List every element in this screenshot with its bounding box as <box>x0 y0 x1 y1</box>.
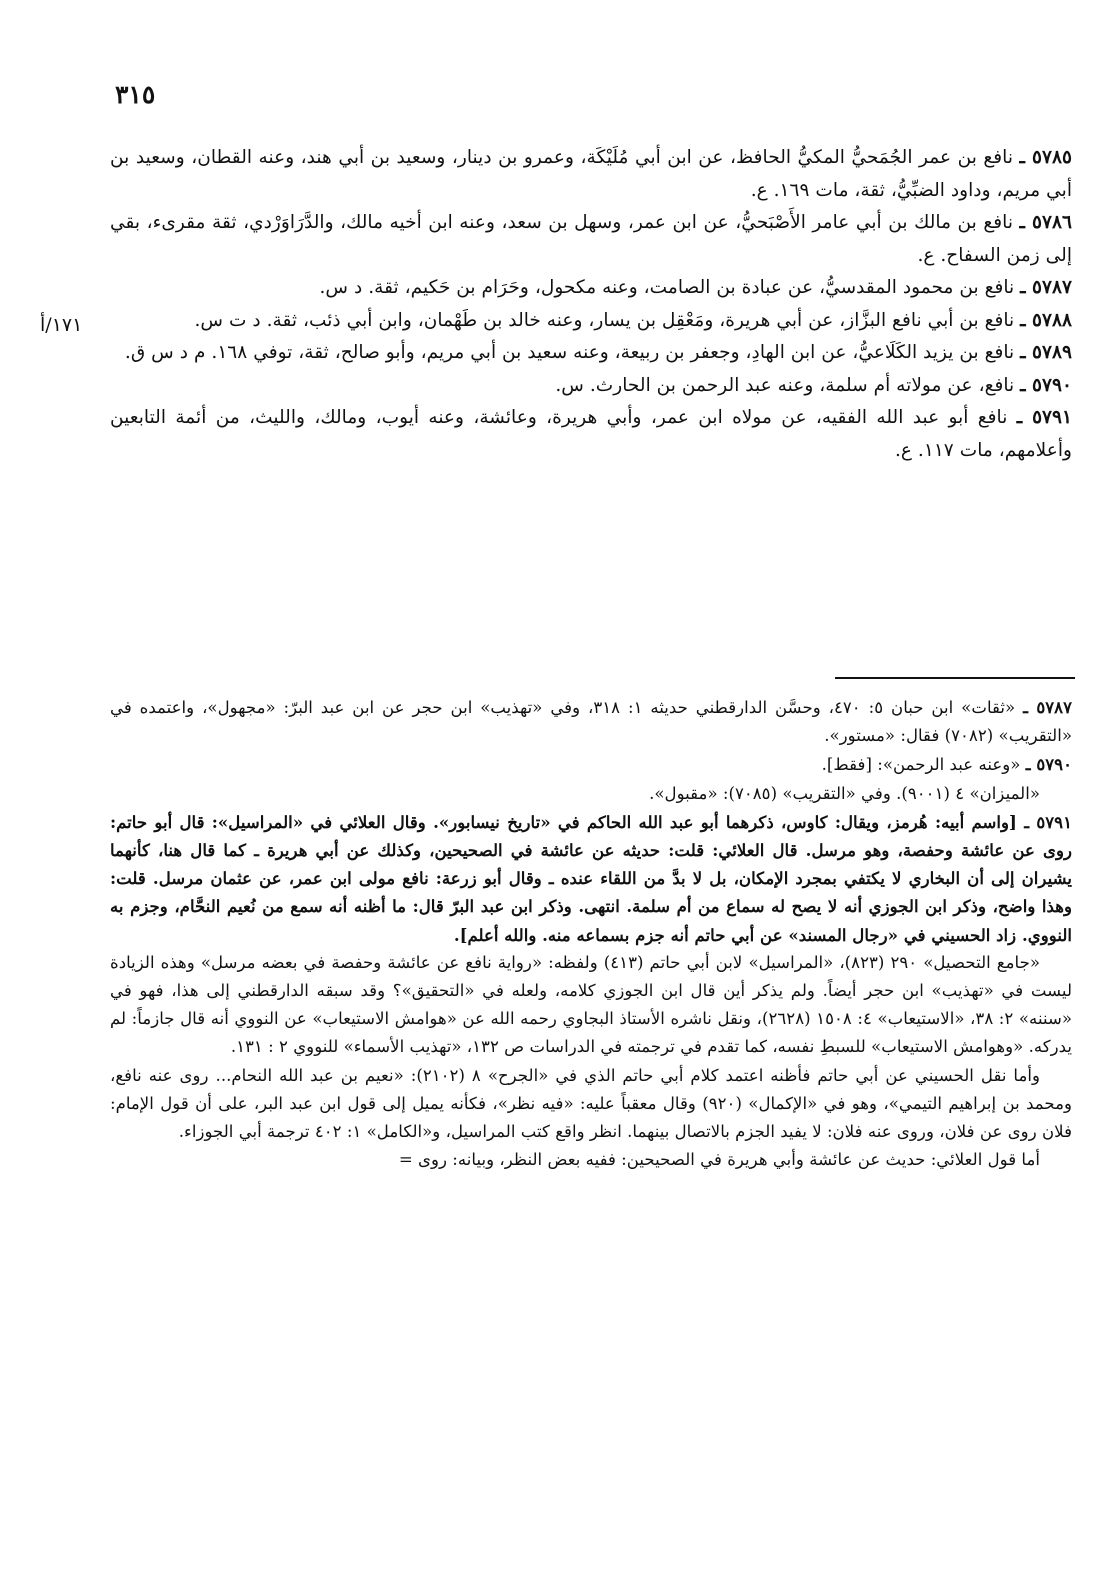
entry-text: نافع بن مالك بن أبي عامر الأَصْبَحيُّ، عن ابن عمر، وسهل بن سعد، وعنه ابن أخيه مالك، والدَّرَاوَرْدي، ثقة مقرىء، بقي إلى زمن السفاح. ع. <box>110 212 1072 266</box>
footnotes <box>110 693 1072 1174</box>
entry-text: نافع بن عمر الجُمَحيُّ المكيُّ الحافظ، عن ابن أبي مُلَيْكَة، وعمرو بن دينار، وسعيد بن أبي هند، وعنه القطان، وسعيد بن أبي مريم، وداود الضبِّيُّ، ثقة، مات ١٦٩. ع. <box>110 147 1072 201</box>
entry-text: نافع، عن مولاته أم سلمة، وعنه عبد الرحمن بن الحارث. س. <box>555 374 1015 396</box>
footnote-5790-continued <box>110 780 1072 808</box>
entry-number: ٥٧٨٧ ـ <box>1020 277 1072 298</box>
footnote-text: «الميزان» ٤ (٩٠٠١). وفي «التقريب» (٧٠٨٥): «مقبول». <box>649 783 1040 803</box>
entry-5787 <box>110 272 1072 305</box>
entry-number: ٥٧٨٥ ـ <box>1019 147 1072 168</box>
footnote-text: «جامع التحصيل» ٢٩٠ (٨٢٣)، «المراسيل» لابن أبي حاتم (٤١٣) ولفظه: «رواية نافع عن عائشة وحفصة في بعضه مرسل» وهذه الزيادة ليست في «تهذيب» ابن حجر أيضاً. ولم يذكر أين قال ابن الجوزي كلامه، ولعله في «التحقيق»؟ وقد سبقه الدارقطني إلى هذا، فهو في «سننه» ٢: ٣٨، «الاستيعاب» ٤: ١٥٠٨ (٢٦٢٨)، ونقل ناشره الأستاذ البجاوي رحمه الله عن «هوامش الاستيعاب» عن النووي أنه قال جازماً: لم يدركه. «وهوامش الاستيعاب» للسبطِ نفسه، كما تقدم في ترجمته في الدراسات ص ١٣٢، «تهذيب الأسماء» للنووي ٢ : ١٣١. <box>110 952 1073 1057</box>
entry-number: ٥٧٨٦ ـ <box>1019 212 1072 233</box>
footnote-5791-alai <box>110 1146 1072 1174</box>
entry-text: نافع أبو عبد الله الفقيه، عن مولاه ابن عمر، وأبي هريرة، وعائشة، وعنه أيوب، ومالك، والليث، من أئمة التابعين وأعلامهم، مات ١١٧. ع. <box>110 407 1072 461</box>
entry-5788 <box>110 305 1072 338</box>
footnote-5791-sources <box>110 949 1072 1062</box>
footnote-text: [واسم أبيه: هُرمز، ويقال: كاوس، ذكرهما أبو عبد الله الحاكم في «تاريخ نيسابور». وقال العلائي في «المراسيل»: قال أبو حاتم: روى عن عائشة وحفصة، وهو مرسل. قال العلائي: قلت: حديثه عن عائشة في الصحيحين، وكذلك عن أبي هريرة ـ كما قال هنا، كأنهما يشيران إلى أن البخاري لا يكتفي بمجرد الإمكان، بل لا بدَّ من اللقاء عنده ـ وقال أبو زرعة: نافع مولى ابن عمر، عن عثمان مرسل. قلت: وهذا واضح، وذكر ابن الجوزي أنه لا يصح له سماع من أم سلمة. انتهى. وذكر ابن عبد البرّ قال: ما أظنه أنه سمع من نُعيم النحَّام، وجزم به النووي. زاد الحسيني في «رجال المسند» عن أبي حاتم أنه جزم بسماعه منه. والله أعلم]. <box>110 811 1072 945</box>
footnote-text: «وعنه عبد الرحمن»: [فقط]. <box>821 755 1021 775</box>
entry-text: نافع بن يزيد الكَلَاعيُّ، عن ابن الهادِ، وجعفر بن ربيعة، وعنه سعيد بن أبي مريم، وأبو صالح، ثقة، توفي ١٦٨. م د س ق. <box>124 342 1015 363</box>
footnote-text: أما قول العلائي: حديث عن عائشة وأبي هريرة في الصحيحين: ففيه بعض النظر، وبيانه: روى = <box>398 1150 1040 1170</box>
footnote-number: ٥٧٩٠ ـ <box>1025 754 1072 775</box>
entry-5791 <box>110 402 1072 467</box>
entry-text: نافع بن محمود المقدسيُّ، عن عبادة بن الصامت، وعنه مكحول، وحَرَام بن حَكيم، ثقة. د س. <box>319 277 1015 298</box>
footnote-5791-husayni <box>110 1062 1072 1147</box>
entry-number: ٥٧٨٨ ـ <box>1020 309 1072 331</box>
entry-number: ٥٧٩١ ـ <box>1016 407 1073 428</box>
entry-5789 <box>110 337 1072 370</box>
entry-5786 <box>110 207 1072 272</box>
entries-list <box>110 142 1072 467</box>
entry-number: ٥٧٨٩ ـ <box>1020 342 1072 363</box>
entry-5790 <box>110 370 1072 403</box>
entry-text: نافع بن أبي نافع البزَّاز، عن أبي هريرة، ومَعْقِل بن يسار، وعنه خالد بن طَهْمان، وابن أبي ذئب، ثقة. د ت س. <box>194 309 1015 331</box>
footnote-number: ٥٧٩١ ـ <box>1024 811 1072 832</box>
entry-number: ٥٧٩٠ ـ <box>1020 374 1072 396</box>
footnote-number: ٥٧٨٧ ـ <box>1023 697 1072 717</box>
footnote-5790 <box>110 750 1072 779</box>
page-number: ٣١٥ <box>115 80 156 109</box>
footnote-text: وأما نقل الحسيني عن أبي حاتم فأظنه اعتمد كلام أبي حاتم الذي في «الجرح» ٨ (٢١٠٢): «نعيم بن عبد الله النحام... روى عنه نافع، ومحمد بن إبراهيم التيمي»، وهو في «الإكمال» (٩٢٠) وقال معقباً عليه: «فيه نظر»، فكأنه يميل إلى قول ابن عبد البر، على أن قول الإمام: فلان روى عن فلان، وروى عنه فلان: لا يفيد الجزم بالاتصال بينهما. انظر واقع كتب المراسيل، و«الكامل» ١: ٤٠٢ ترجمة أبي الجوزاء. <box>110 1065 1072 1142</box>
footnote-text: «ثقات» ابن حبان ٥: ٤٧٠، وحسَّن الدارقطني حديثه ١: ٣١٨، وفي «تهذيب» ابن حجر عن ابن عبد البرّ: «مجهول»، واعتمده في «التقريب» (٧٠٨٢) فقال: «مستور». <box>110 698 1072 746</box>
footnote-divider <box>835 677 1075 679</box>
entry-5785 <box>110 142 1072 207</box>
footnote-5787 <box>110 693 1072 750</box>
margin-folio-reference: ١٧١/أ <box>40 314 83 336</box>
footnote-5791 <box>110 808 1072 949</box>
